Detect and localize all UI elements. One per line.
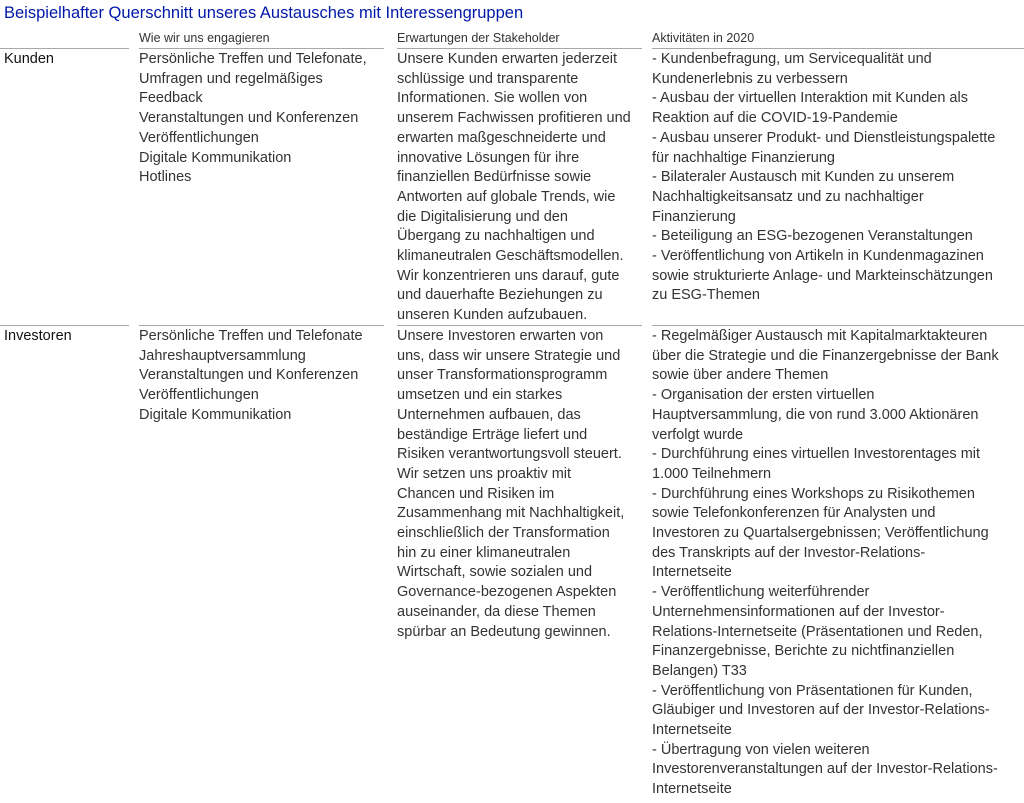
row-rule-activities bbox=[652, 325, 1024, 326]
text-line: finanziellen Bedürfnisse sowie bbox=[397, 169, 592, 186]
text-line: klimaneutralen Geschäftsmodellen. bbox=[397, 248, 624, 265]
text-line: - Regelmäßiger Austausch mit Kapitalmarktakteuren bbox=[652, 328, 988, 344]
text-line: schlüssige und transparente bbox=[397, 70, 579, 87]
kunden-engagement-cell bbox=[139, 50, 367, 188]
text-line: hin zu einer klimaneutralen bbox=[397, 544, 571, 561]
text-line: Investorenveranstaltungen auf der Investor-Relations- bbox=[652, 761, 998, 778]
header-activities: Aktivitäten in 2020 bbox=[652, 31, 755, 45]
text-line: Kundenerlebnis zu verbessern bbox=[652, 70, 848, 87]
header-rule-engagement bbox=[139, 48, 384, 49]
text-line: 1.000 Teilnehmern bbox=[652, 465, 772, 482]
text-line: Risiken verantwortungsvoll steuert. bbox=[397, 446, 622, 463]
text-line: die Digitalisierung und den bbox=[397, 208, 568, 225]
header-rule-label bbox=[0, 48, 129, 49]
kunden-activities-cell bbox=[652, 50, 995, 306]
text-line: unserem Fachwissen profitieren und bbox=[397, 110, 631, 127]
text-line: Hotlines bbox=[139, 169, 192, 186]
investoren-expectations-cell bbox=[397, 327, 624, 642]
row-rule-label bbox=[0, 325, 129, 326]
text-line: - Veröffentlichung weiterführender bbox=[652, 584, 870, 601]
text-line: auseinander, da diese Themen bbox=[397, 603, 596, 620]
investoren-activities-cell bbox=[652, 327, 999, 800]
text-line: zu ESG-Themen bbox=[652, 287, 760, 304]
text-line: unser Transformationsprogramm bbox=[397, 367, 608, 384]
text-line: Internetseite bbox=[652, 564, 732, 581]
text-line: Persönliche Treffen und Telefonate bbox=[139, 328, 363, 344]
header-rule-expectations bbox=[397, 48, 642, 49]
text-line: - Übertragung von vielen weiteren bbox=[652, 741, 870, 758]
text-line: - Veröffentlichung von Präsentationen für Kunden, bbox=[652, 682, 973, 699]
text-line: - Organisation der ersten virtuellen bbox=[652, 387, 875, 404]
text-line: Antworten auf globale Trends, wie bbox=[397, 188, 616, 205]
text-line: Belangen) T33 bbox=[652, 662, 747, 679]
text-line: - Bilateraler Austausch mit Kunden zu unserem bbox=[652, 169, 955, 186]
text-line: Nachhaltigkeitsansatz und zu nachhaltiger bbox=[652, 188, 924, 205]
text-line: beständige Erträge liefert und bbox=[397, 426, 588, 443]
text-line: erwarten maßgeschneiderte und bbox=[397, 129, 606, 146]
text-line: Unternehmensinformationen auf der Investor- bbox=[652, 603, 945, 620]
text-line: Übergang zu nachhaltigen und bbox=[397, 228, 595, 245]
text-line: - Ausbau unserer Produkt- und Dienstleistungspalette bbox=[652, 129, 996, 146]
header-engagement: Wie wir uns engagieren bbox=[139, 31, 270, 45]
text-line: verfolgt wurde bbox=[652, 426, 744, 443]
text-line: - Veröffentlichung von Artikeln in Kundenmagazinen bbox=[652, 248, 984, 265]
text-line: Wirtschaft, sowie sozialen und bbox=[397, 564, 593, 581]
text-line: Chancen und Risiken im bbox=[397, 485, 555, 502]
header-expectations: Erwartungen der Stakeholder bbox=[397, 31, 560, 45]
text-line: - Ausbau der virtuellen Interaktion mit Kunden als bbox=[652, 90, 968, 107]
text-line: Relations-Internetseite (Präsentationen und Reden, bbox=[652, 623, 983, 640]
text-line: unseren Kunden aufzubauen. bbox=[397, 307, 588, 324]
text-line: Wir konzentrieren uns darauf, gute bbox=[397, 267, 620, 284]
text-line: Jahreshauptversammlung bbox=[139, 347, 306, 364]
text-line: Unsere Investoren erwarten von bbox=[397, 328, 604, 344]
text-line: Unsere Kunden erwarten jederzeit bbox=[397, 51, 618, 67]
text-line: Internetseite bbox=[652, 781, 732, 798]
row-label-investoren: Investoren bbox=[4, 328, 72, 344]
text-line: - Beteiligung an ESG-bezogenen Veranstaltungen bbox=[652, 228, 973, 245]
text-line: Feedback bbox=[139, 90, 203, 107]
text-line: Digitale Kommunikation bbox=[139, 406, 292, 423]
text-line: Veranstaltungen und Konferenzen bbox=[139, 110, 359, 127]
text-line: einschließlich der Transformation bbox=[397, 525, 610, 542]
text-line: über die Strategie und die Finanzergebnisse der Bank bbox=[652, 347, 999, 364]
text-line: Hauptversammlung, die von rund 3.000 Aktionären bbox=[652, 406, 979, 423]
text-line: Zusammenhang mit Nachhaltigkeit, bbox=[397, 505, 625, 522]
text-line: sowie über andere Themen bbox=[652, 367, 829, 384]
text-line: für nachhaltige Finanzierung bbox=[652, 149, 835, 166]
kunden-expectations-cell bbox=[397, 50, 631, 326]
row-rule-engagement bbox=[139, 325, 384, 326]
text-line: Wir setzen uns proaktiv mit bbox=[397, 465, 572, 482]
text-line: Finanzergebnisse, Berichte zu nichtfinanziellen bbox=[652, 643, 955, 660]
page-title: Beispielhafter Querschnitt unseres Austausches mit Interessengruppen bbox=[4, 4, 524, 22]
row-rule-expectations bbox=[397, 325, 642, 326]
text-line: Investoren zu Quartalsergebnissen; Veröffentlichung bbox=[652, 525, 989, 542]
text-line: des Transkripts auf der Investor-Relations- bbox=[652, 544, 926, 561]
text-line: sowie strukturierte Anlage- und Markteinschätzungen bbox=[652, 267, 993, 284]
text-line: Veröffentlichungen bbox=[139, 387, 259, 404]
text-line: Governance-bezogenen Aspekten bbox=[397, 584, 617, 601]
text-line: Informationen. Sie wollen von bbox=[397, 90, 588, 107]
text-line: Veröffentlichungen bbox=[139, 129, 259, 146]
text-line: innovative Lösungen für ihre bbox=[397, 149, 580, 166]
text-line: Persönliche Treffen und Telefonate, bbox=[139, 51, 367, 67]
text-line: - Durchführung eines Workshops zu Risikothemen bbox=[652, 485, 975, 502]
text-line: uns, dass wir unsere Strategie und bbox=[397, 347, 621, 364]
text-line: Unternehmen aufbauen, das bbox=[397, 406, 581, 423]
text-line: Finanzierung bbox=[652, 208, 736, 225]
text-line: Gläubiger und Investoren auf der Investor-Relations- bbox=[652, 702, 990, 719]
text-line: spürbar an Bedeutung gewinnen. bbox=[397, 623, 611, 640]
text-line: Reaktion auf die COVID-19-Pandemie bbox=[652, 110, 898, 127]
row-label-kunden: Kunden bbox=[4, 51, 54, 67]
text-line: - Durchführung eines virtuellen Investorentages mit bbox=[652, 446, 981, 463]
text-line: Umfragen und regelmäßiges bbox=[139, 70, 323, 87]
text-line: Digitale Kommunikation bbox=[139, 149, 292, 166]
text-line: umsetzen und ein starkes bbox=[397, 387, 563, 404]
text-line: - Kundenbefragung, um Servicequalität und bbox=[652, 51, 932, 67]
investoren-engagement-cell bbox=[139, 327, 363, 426]
text-line: sowie Telefonkonferenzen für Analysten und bbox=[652, 505, 936, 522]
header-rule-activities bbox=[652, 48, 1024, 49]
text-line: Veranstaltungen und Konferenzen bbox=[139, 367, 359, 384]
text-line: und dauerhafte Beziehungen zu bbox=[397, 287, 603, 304]
text-line: Internetseite bbox=[652, 722, 732, 739]
